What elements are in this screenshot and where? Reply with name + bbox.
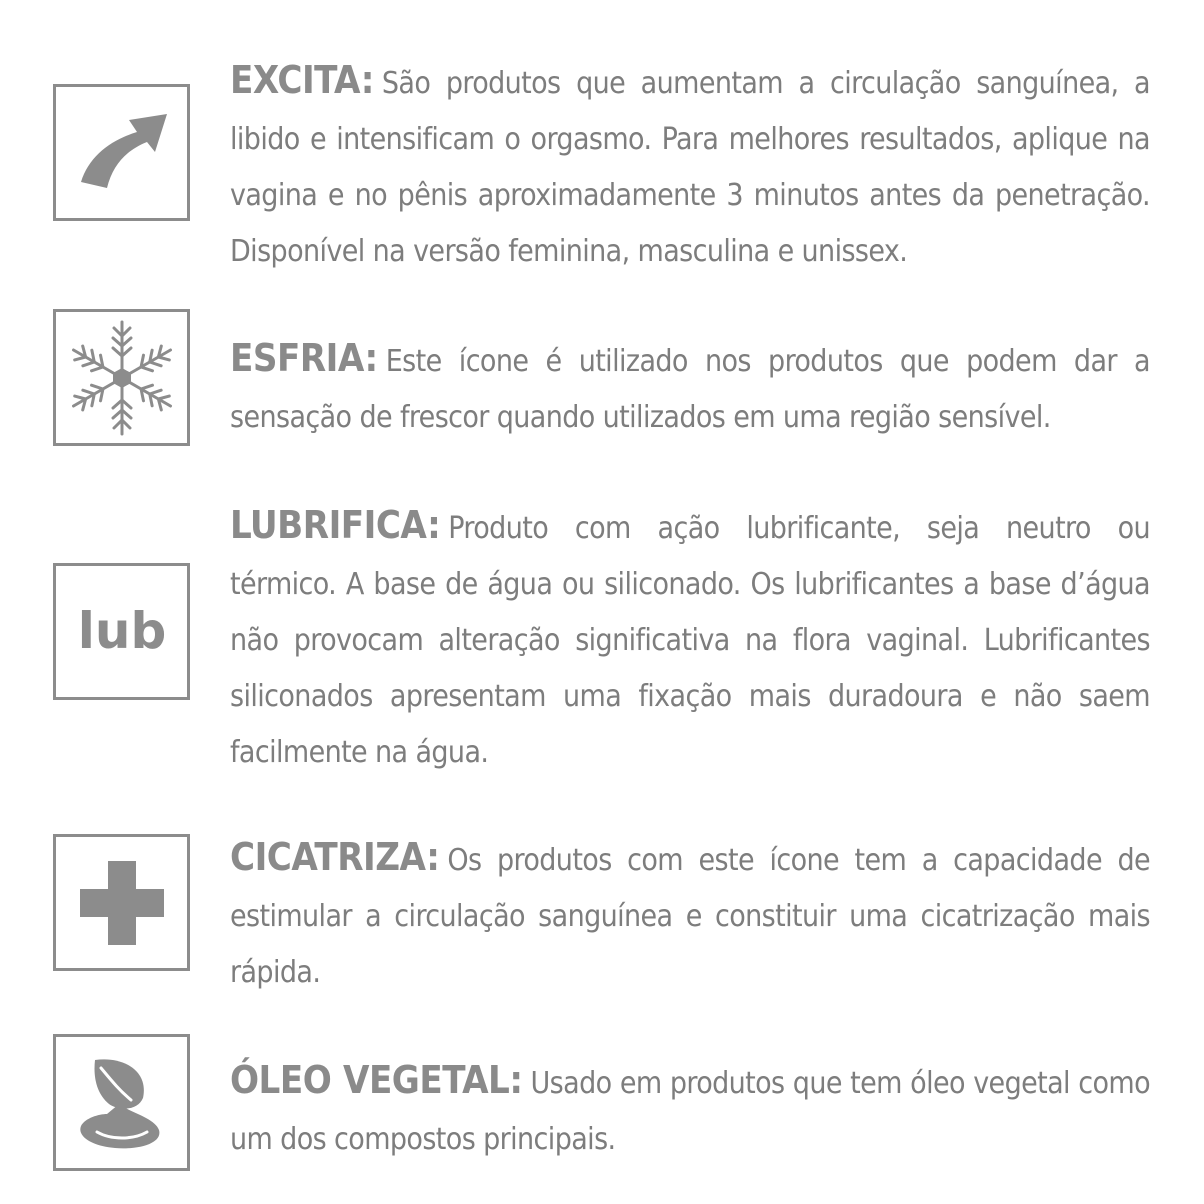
section-heading: CICATRIZA: [230,835,440,879]
section-body: São produtos que aumentam a circulação sanguínea, a libido e intensificam o orgasmo. Para melhores resultados, aplique na vagina e no pênis aproximadamente 3 minutos antes da penetração. Disponível na versão feminina, masculina e unissex. [230,66,1150,269]
section-text [230,497,1150,781]
section-body: Usado em produtos que tem óleo vegetal como um dos compostos principais. [230,1066,1150,1157]
leaf-oil-drop-icon [53,1034,190,1171]
svg-text:lub: lub [77,601,166,660]
section-text [230,330,1150,446]
lub-icon [53,563,190,700]
section-body: Produto com ação lubrificante, seja neutro ou térmico. A base de água ou siliconado. Os lubrificantes a base d’água não provocam alteração significativa na flora vaginal. Lubrificantes siliconados apresentam uma fixação mais duradoura e não saem facilmente na água. [230,511,1150,770]
arrow-up-right-icon [53,84,190,221]
section-heading: EXCITA: [230,58,374,102]
section-body: Os produtos com este ícone tem a capacidade de estimular a circulação sanguínea e constituir uma cicatrização mais rápida. [230,843,1150,990]
section-heading: ÓLEO VEGETAL: [230,1058,523,1102]
section-heading: LUBRIFICA: [230,503,441,547]
section-text [230,1052,1150,1168]
section-body: Este ícone é utilizado nos produtos que podem dar a sensação de frescor quando utilizados em uma região sensível. [230,344,1150,435]
section-text [230,52,1150,280]
section-text [230,829,1150,1001]
section-heading: ESFRIA: [230,336,378,380]
snowflake-icon [53,309,190,446]
plus-cross-icon [53,834,190,971]
